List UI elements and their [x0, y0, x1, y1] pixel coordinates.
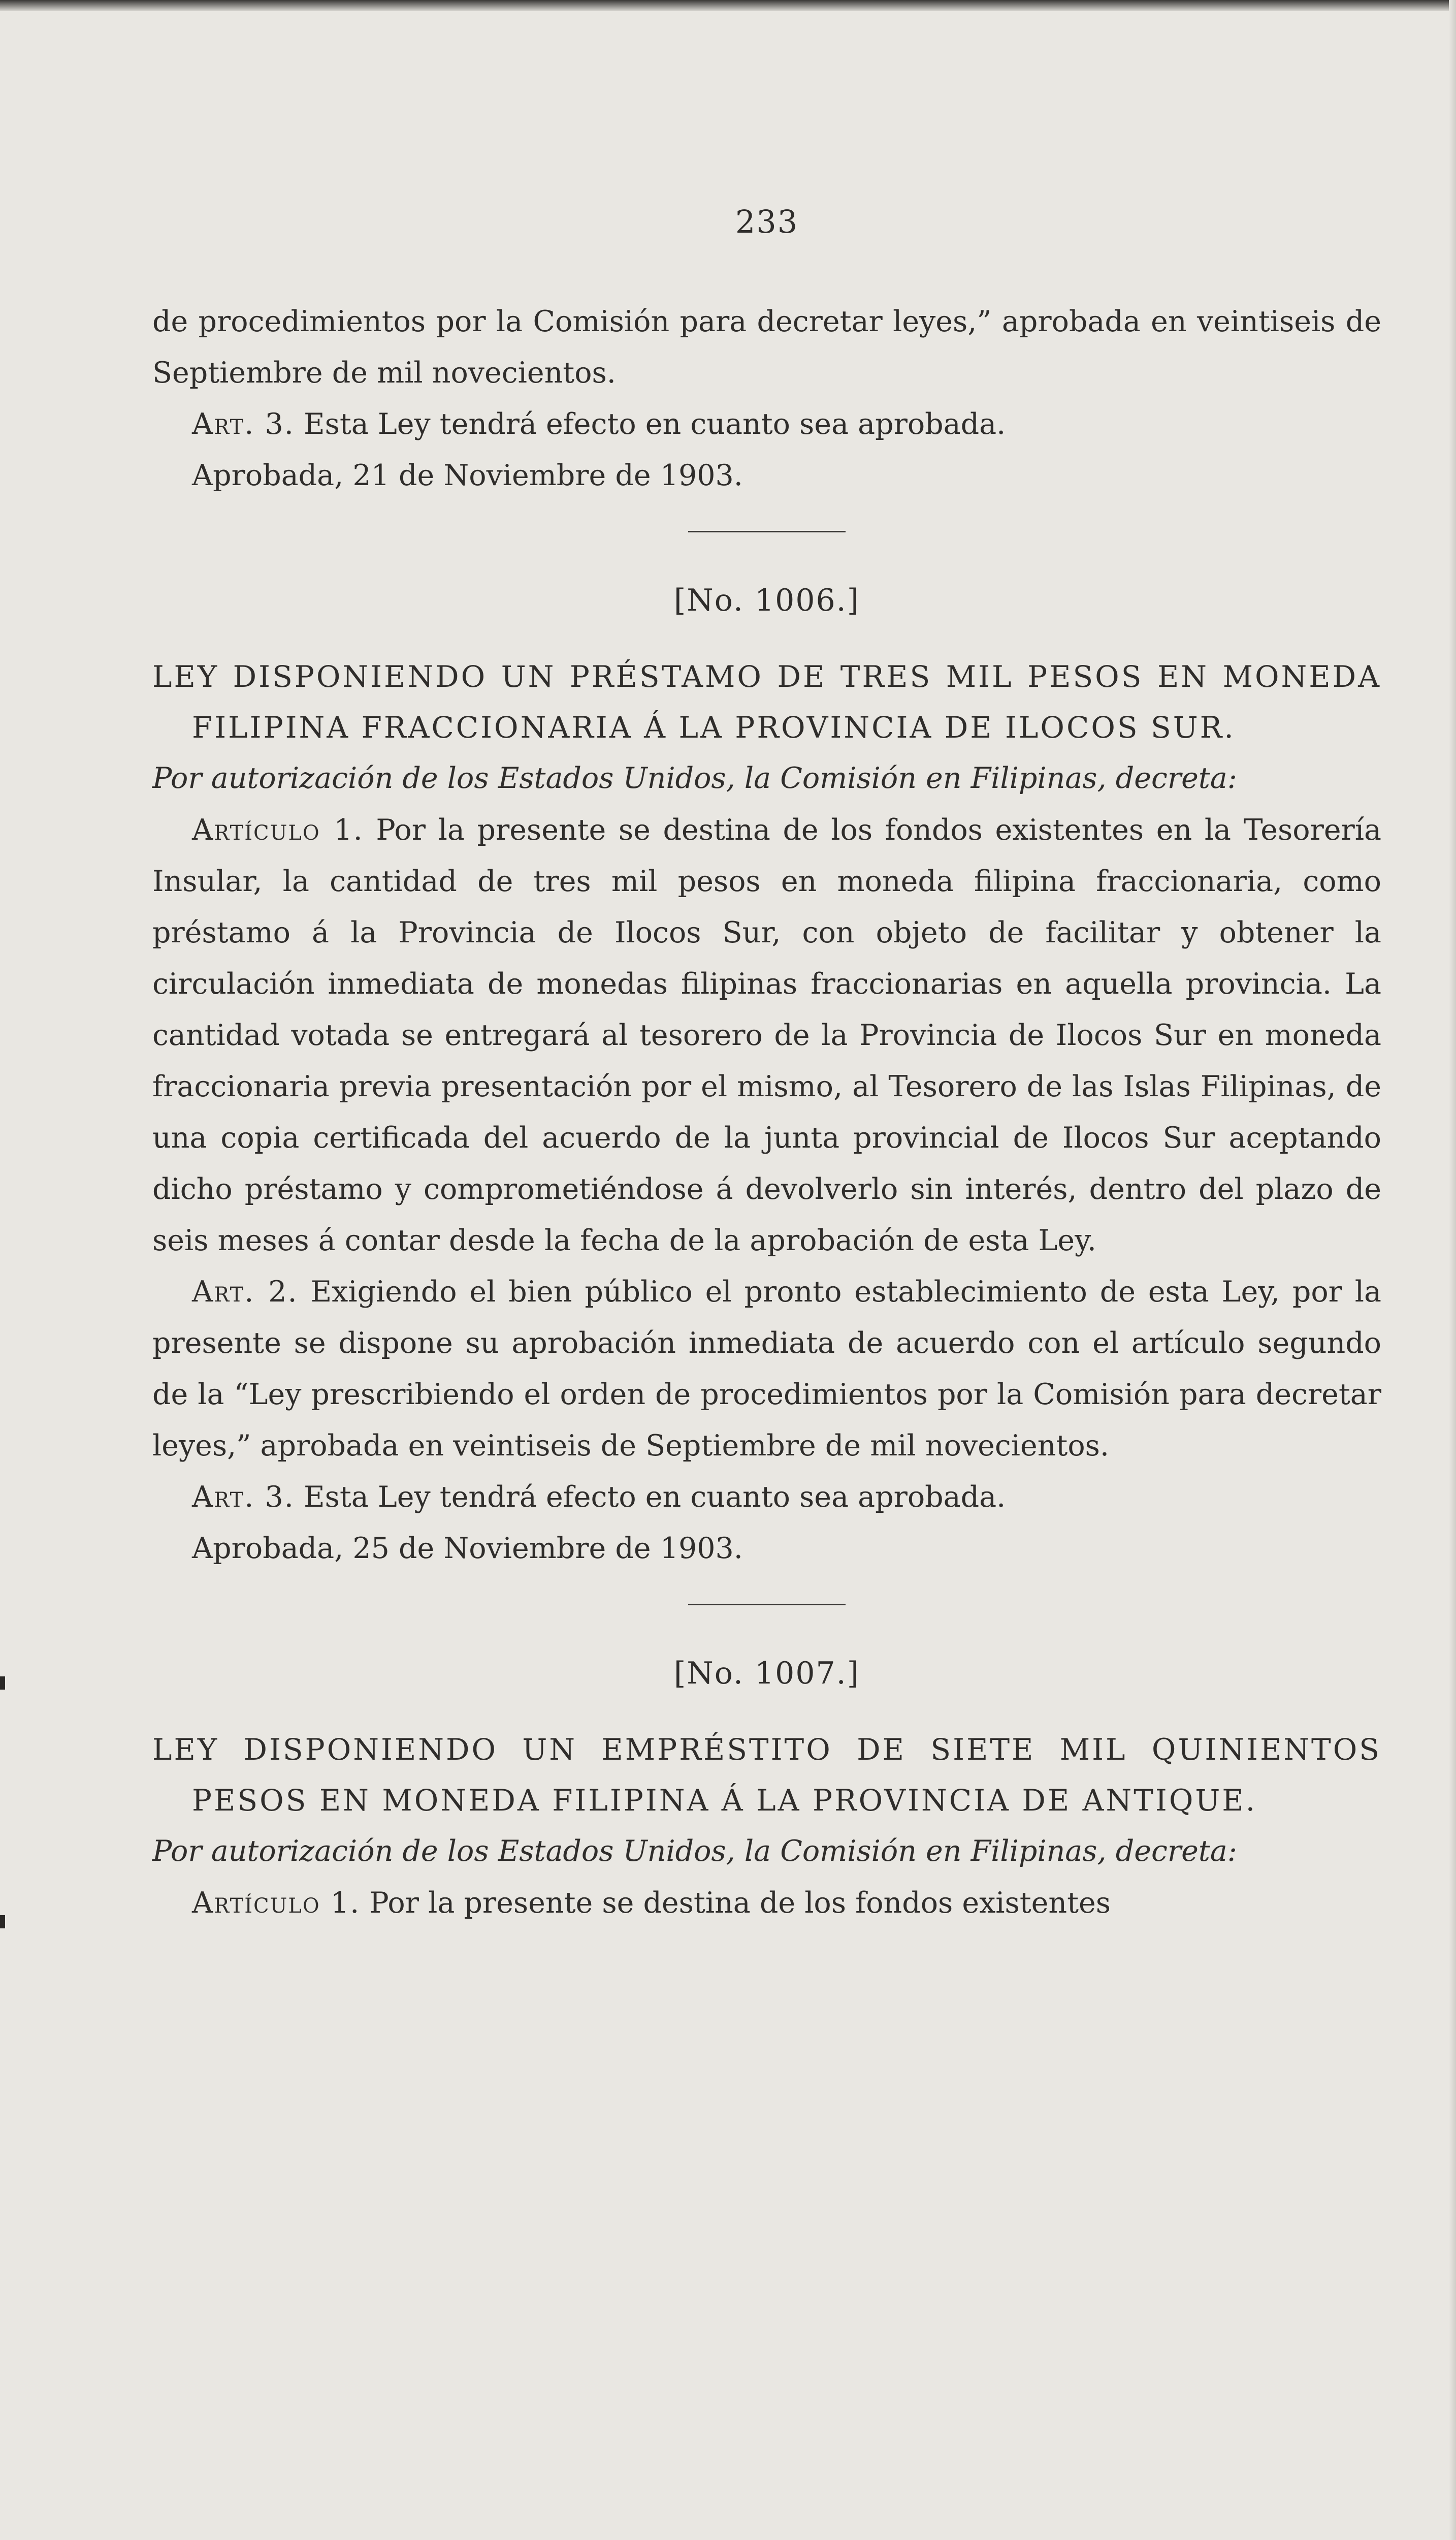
article-text: Exigiendo el bien público el pronto establecimiento de esta Ley, por la presente se dispone su aprobación inmediata de acuerdo con el artículo segundo de la “Ley prescribiendo el orden de procedimientos por la Comisión para decretar leyes,” aprobada en veintiseis de Septiembre de mil novecientos. — [152, 1275, 1381, 1463]
approval-date: Aprobada, 25 de Noviembre de 1903. — [192, 1532, 743, 1565]
article-text: Por la presente se destina de los fondos existentes en la Tesorería Insular, la cantidad de tres mil pesos en moneda filipina fraccionaria, como préstamo á la Provincia de Ilocos Sur, con objeto de facilitar y obtener la circulación inmediata de monedas filipinas fraccionarias en aquella provincia. La cantidad votada se entregará al tesorero de la Provincia de Ilocos Sur en moneda fraccionaria previa presentación por el mismo, al Tesorero de las Islas Filipinas, de una copia certificada del acuerdo de la junta provincial de Ilocos Sur aceptando dicho préstamo y comprometiéndose á devolverlo sin interés, dentro del plazo de seis meses á contar desde la fecha de la aprobación de esta Ley. — [152, 813, 1382, 1257]
article-1 — [152, 805, 1381, 1266]
section-divider — [688, 531, 846, 532]
article-text: Esta Ley tendrá efecto en cuanto sea aprobada. — [304, 1480, 1006, 1514]
article-label: Art. 2. — [192, 1275, 298, 1309]
scan-speck — [0, 1915, 5, 1928]
article-label: Artículo 1. — [192, 1886, 361, 1920]
article-2 — [152, 1266, 1381, 1472]
law-title: LEY DISPONIENDO UN EMPRÉSTITO DE SIETE MIL QUINIENTOS PESOS EN MONEDA FILIPINA Á LA PROVINCIA DE ANTIQUE. — [152, 1732, 1381, 1818]
continuation-paragraph: de procedimientos por la Comisión para decretar leyes,” aprobada en veintiseis de Septiembre de mil novecientos. — [152, 305, 1381, 390]
section-divider — [688, 1604, 846, 1605]
article-text: Esta Ley tendrá efecto en cuanto sea aprobada. — [304, 407, 1006, 441]
law-section-1006 — [152, 575, 1381, 1574]
article-label: Art. 3. — [192, 1480, 295, 1514]
page-number: 233 — [735, 203, 799, 240]
enactment-clause: Por autorización de los Estados Unidos, la Comisión en Filipinas, decreta: — [152, 1834, 1237, 1868]
article-3 — [152, 399, 1381, 450]
law-section-1007 — [152, 1648, 1381, 1929]
law-number: [No. 1007.] — [673, 1656, 860, 1691]
enactment-clause: Por autorización de los Estados Unidos, la Comisión en Filipinas, decreta: — [152, 761, 1237, 795]
document-page — [152, 203, 1381, 1929]
article-1 — [152, 1878, 1381, 1929]
scan-right-edge — [1449, 0, 1456, 2540]
law-number: [No. 1006.] — [673, 583, 860, 618]
article-3 — [152, 1472, 1381, 1523]
approval-date: Aprobada, 21 de Noviembre de 1903. — [192, 459, 743, 492]
article-text: Por la presente se destina de los fondos existentes — [369, 1886, 1111, 1920]
article-label: Art. 3. — [192, 407, 295, 441]
article-label: Artículo 1. — [192, 813, 364, 847]
law-title: LEY DISPONIENDO UN PRÉSTAMO DE TRES MIL PESOS EN MONEDA FILIPINA FRACCIONARIA Á LA PROVINCIA DE ILOCOS SUR. — [152, 659, 1381, 745]
previous-law-ending — [152, 296, 1381, 501]
scan-speck — [0, 1676, 5, 1690]
scan-top-edge — [0, 0, 1456, 11]
